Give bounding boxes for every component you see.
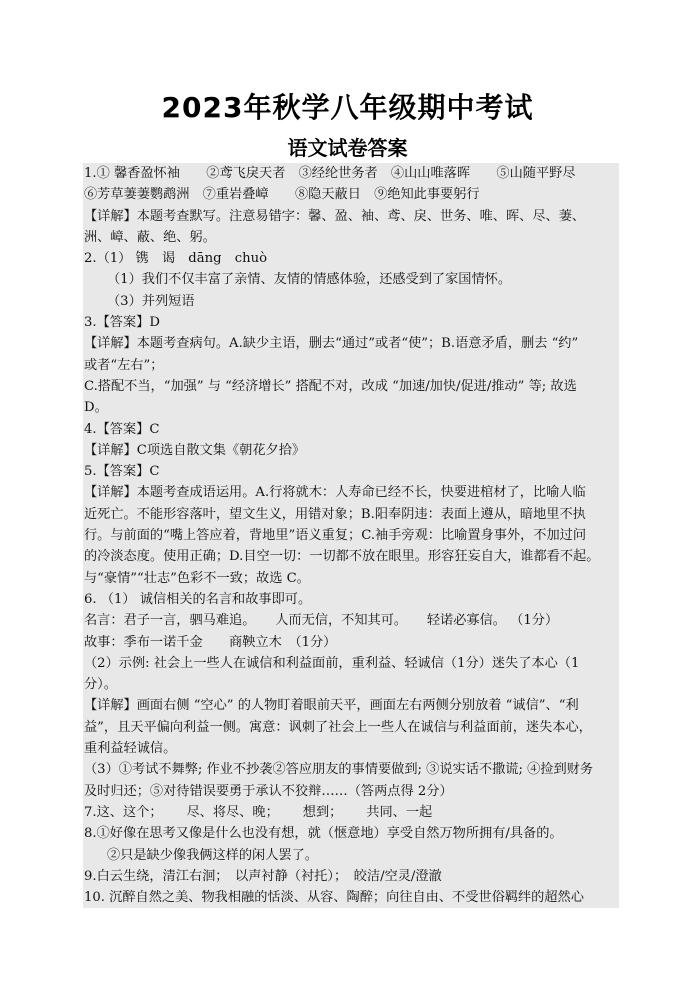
answer-line: 与“豪情”“壮志”色彩不一致；故选 C。 bbox=[84, 570, 310, 586]
answer-line: ②只是缺少像我俩这样的闲人罢了。 bbox=[107, 847, 318, 863]
answer-line: 2.（1） 镌 谒 dāng chuò bbox=[84, 251, 268, 267]
answer-line: 洲、嶂、蔽、绝、躬。 bbox=[84, 229, 216, 245]
answer-line: 近死亡。不能形容落叶，望文生义，用错对象；B.阳奉阴违：表面上遵从，暗地里不执 bbox=[84, 506, 586, 522]
exam-title: 2023年秋学八年级期中考试 bbox=[161, 91, 534, 124]
answer-line: 分）。 bbox=[84, 677, 117, 693]
answer-content bbox=[83, 163, 619, 908]
answer-line: C.搭配不当，“加强” 与 “经济增长” 搭配不对，改成 “加速/加快/促进/推动” 等; 故选 bbox=[84, 378, 577, 394]
answer-line: 名言：君子一言，驷马难追。 人而无信，不知其可。 轻诺必寡信。 （1分） bbox=[84, 613, 559, 629]
answer-line: 益”，且天平偏向利益一侧。寓意：讽刺了社会上一些人在诚信与利益面前，迷失本心， bbox=[84, 719, 592, 735]
exam-subtitle: 语文试卷答案 bbox=[287, 136, 408, 160]
answer-line: 8.①好像在思考又像是什么也没有想，就（惬意地）享受自然万物所拥有/具备的。 bbox=[84, 826, 563, 842]
answer-line: 及时归还；⑤对待错误要勇于承认不狡辩……（答两点得 2分） bbox=[84, 783, 453, 799]
answer-line: 的冷淡态度。使用正确；D.目空一切：一切都不放在眼里。形容狂妄自大，谁都看不起。 bbox=[84, 549, 600, 565]
answer-line: 7.这、这个； 尽、将尽、晚； 想到； 共同、一起 bbox=[84, 804, 433, 820]
answer-line: （3）并列短语 bbox=[107, 293, 195, 309]
answer-line: 【详解】本题考查病句。A.缺少主语，删去“通过”或者“使”；B.语意矛盾，删去 “约” bbox=[84, 336, 579, 352]
answer-line: 6. （1） 诚信相关的名言和故事即可。 bbox=[84, 591, 312, 607]
answer-line: 5.【答案】C bbox=[84, 464, 160, 480]
answer-line: 9.白云生绕，清江右洄； 以声衬静（衬托）； 皎洁/空灵/澄澈 bbox=[84, 868, 442, 884]
answer-line: 【详解】C项选自散文集《朝花夕拾》 bbox=[84, 442, 306, 458]
answer-line: 3.【答案】D bbox=[84, 315, 160, 331]
answer-line: 行。与前面的“嘴上答应着，背地里”语义重复；C.袖手旁观：比喻置身事外，不加过问 bbox=[84, 528, 587, 544]
answer-line: D。 bbox=[84, 400, 108, 416]
answer-line: （1）我们不仅丰富了亲情、友情的情感体验，还感受到了家国情怀。 bbox=[107, 272, 512, 288]
answer-line: 或者“左右”； bbox=[84, 357, 164, 373]
answer-line: 【详解】画面右侧 “空心” 的人物盯着眼前天平，画面左右两侧分别放着 “诚信”、“利 bbox=[84, 698, 579, 714]
answer-line: 【详解】本题考查成语运用。A.行将就木：人寿命已经不长，快要进棺材了，比喻人临 bbox=[84, 485, 586, 501]
answer-line: 4.【答案】C bbox=[84, 421, 160, 437]
answer-line: 10. 沉醉自然之美、物我相融的恬淡、从容、陶醉；向往自由、不受世俗羁绊的超然心 bbox=[84, 890, 584, 906]
answer-line: （3）①考试不舞弊; 作业不抄袭②答应朋友的事情要做到; ③说实话不撒谎; ④捡到财务 bbox=[84, 762, 594, 778]
answer-line: （2）示例: 社会上一些人在诚信和利益面前，重利益、轻诚信（1分）迷失了本心（1 bbox=[84, 655, 580, 671]
answer-line: 【详解】本题考查默写。注意易错字：馨、盈、袖、鸢、戾、世务、唯、晖、尽、萋、 bbox=[84, 208, 586, 224]
answer-line: 1.① 馨香盈怀袖 ②鸢飞戾天者 ③经纶世务者 ④山山唯落晖 ⑤山随平野尽 bbox=[84, 166, 576, 181]
answer-line: 重利益轻诚信。 bbox=[84, 741, 177, 757]
answer-line: ⑥芳草萋萋鹦鹉洲 ⑦重岩叠嶂 ⑧隐天蔽日 ⑨绝知此事要躬行 bbox=[84, 187, 480, 203]
answer-line: 故事：季布一诺千金 商鞅立木 （1分） bbox=[84, 634, 337, 650]
